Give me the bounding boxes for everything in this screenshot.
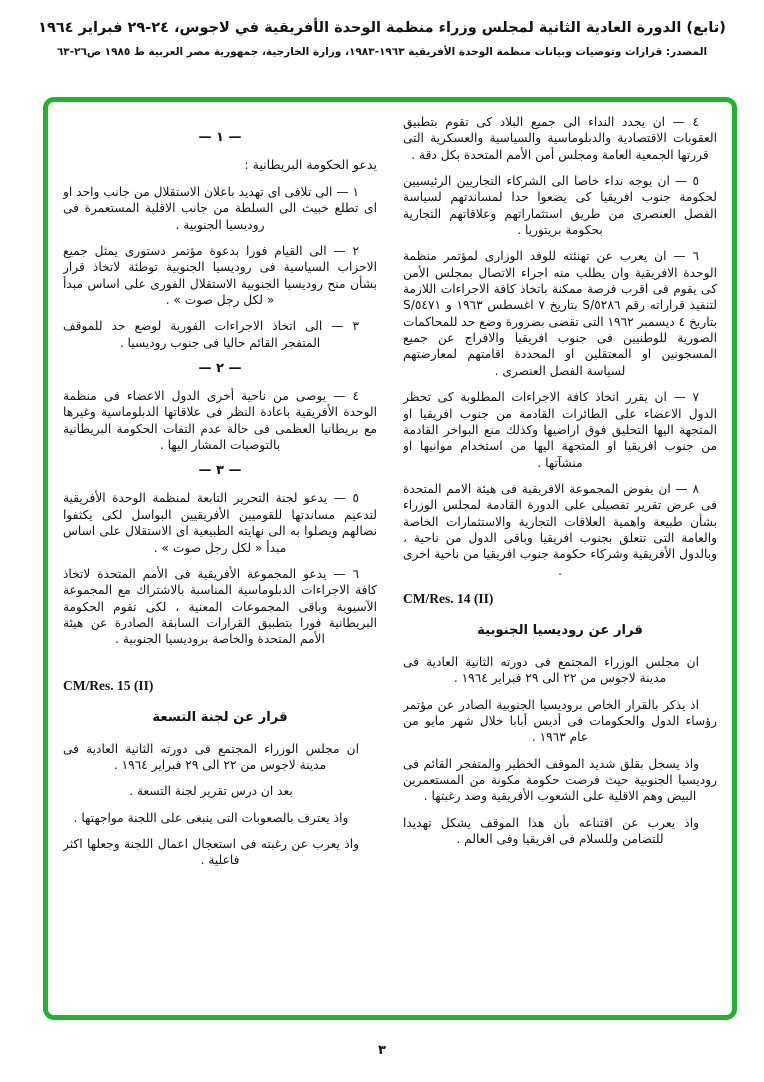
paragraph-item-2: ٢ — الى القيام فورا بدعوة مؤتمر دستورى يمثل جميع الاحزاب السياسية فى روديسيا الجنوبية توطئة لاتخاذ قرار بشأن منح روديسيا الجنوبية الاستقلال الفورى على اساس مبدأ « لكل رجل صوت » .: [63, 244, 377, 308]
paragraph-item-5: ٥ — ان يوجه نداء خاصا الى الشركاء التجاريين الرئيسيين لحكومة جنوب افريقيا كى يضعوا حدا لمساندتهم لسياسة الفصل العنصرى من طريق استثماراتهم وعلاقاتهم التجارية بحكومة بريتوريا .: [403, 174, 717, 238]
content-frame: [43, 97, 737, 1020]
column-right: [403, 114, 717, 1007]
paragraph: واذ يعترف بالصعوبات التى ينبغى على اللجنة مواجهتها .: [73, 810, 349, 825]
paragraph: اذ يذكر بالقرار الخاص بروديسيا الجنوبية الصادر عن مؤتمر رؤساء الدول والحكومات فى أديس أبابا خلال شهر مايو من عام ١٩٦٣ .: [403, 697, 717, 745]
lead-line-british-government: يدعو الحكومة البريطانية :: [244, 157, 377, 172]
column-left: [63, 114, 377, 1007]
paragraph: ان مجلس الوزراء المجتمع فى دورته الثانية العادية فى مدينة لاجوس من ٢٢ الى ٢٩ فبراير ١٩٦٤ .: [63, 741, 359, 772]
paragraph: واذ يعرب عن رغبته فى استعجال اعمال اللجنة وجعلها اكثر فاعلية .: [63, 836, 359, 868]
resolution-heading-southern-rhodesia: قرار عن روديسيا الجنوبية: [477, 622, 643, 638]
page-number: ٣: [378, 1043, 386, 1058]
resolution-heading-committee-of-nine: قرار عن لجنة التسعة: [152, 709, 288, 725]
paragraph: ان مجلس الوزراء المجتمع فى دورته الثانية العادية فى مدينة لاجوس من ٢٢ الى ٢٩ فبراير ١٩٦٤ .: [403, 654, 699, 686]
paragraph-item-4: ٤ — ان يجدد النداء الى جميع البلاد كى تقوم بتطبيق العقوبات الاقتصادية والدبلوماسية والسياسية والعسكرية التى قررتها الجمعية العامة ومجلس أمن الأمم المتحدة بكل دقة .: [403, 115, 717, 162]
paragraph-item-5: ٥ — يدعو لجنة التحرير التابعة لمنظمة الوحدة الأفريقية لتدعيم مساندتها للقوميين الأفريقيين البواسل لكى يكثفوا نضالهم ويصلوا به الى نهايته الطبيعية اى الاستقلال على اساس مبدأ « لكل رجل صوت » .: [63, 491, 377, 555]
header-title: (تابع) الدورة العادية الثانية لمجلس وزراء منظمة الوحدة الأفريقية في لاجوس، ٢٤-٢٩ فبراير ١٩٦٤: [38, 20, 726, 36]
paragraph-item-7: ٧ — ان يقرر اتخاذ كافة الاجراءات المطلوبة كى تحظر الدول الاعضاء على الطائرات القادمة من جنوب افريقيا او المتجهة اليها التحليق فوق اراضيها وكذلك منع البواخر القادمة من جنوب افريقيا او المتجهة اليها من استخدام موانيها او منشآتها .: [403, 390, 717, 470]
paragraph-item-3: ٣ — الى اتخاذ الاجراءات الفورية لوضع حد للموقف المتفجر القائم حاليا فى جنوب روديسيا .: [63, 319, 359, 350]
paragraph-item-6: ٦ — يدعو المجموعة الأفريقية فى الأمم المتحدة لاتخاذ كافة الاجراءات الدبلوماسية المناسبة بالاشتراك مع المجموعة الآسيوية وباقى المجموعات المعنية ، لكى تقوم الحكومة البريطانية فورا بتطبيق القرارات السابقة الصادرة عن هيئة الأمم المتحدة والخاصة بروديسيا الجنوبية .: [63, 566, 377, 647]
resolution-code-cm-res-15: CM/Res. 15 (II): [63, 677, 154, 693]
paragraph-item-4: ٤ — يوصى من ناحية أخرى الدول الاعضاء فى منظمة الوحدة الأفريقية باعادة النظر فى علاقاتها الدبلوماسية وغيرها مع بريطانيا العظمى فى حالة عدم التفات الحكومة البريطانية بالتوصيات المشار اليها .: [63, 389, 377, 453]
section-marker-1: — ١ —: [198, 130, 242, 145]
paragraph: واذ يسجل بقلق شديد الموقف الخطير والمتفجر القائم فى روديسيا الجنوبية حيث فرضت حكومة مكونة من المستعمرين البيض وهم الاقلية على الشعوب الأفريقية وضد رغبتها .: [403, 756, 717, 804]
paragraph-item-8: ٨ — ان يفوض المجموعة الافريقية فى هيئة الامم المتحدة فى عرض تقرير تفصيلى على الدورة القادمة لمجلس الوزراء بشأن طبيعة واهمية العلاقات التجارية والاستثمارات الخاصة والعامة التى تتعلق بجنوب افريقيا وباقى الدول من ناحية ، وبالدول الأفريقية وشركاء حكومة جنوب افريقيا من ناحية اخرى .: [403, 481, 717, 578]
section-marker-3: — ٣ —: [198, 463, 242, 479]
paragraph-item-1: ١ — الى تلافى اى تهديد باعلان الاستقلال من جانب واحد او اى تطلع خبيث الى السلطة من جانب الاقلية المستعمرة فى روديسيا الجنوبية .: [63, 185, 377, 232]
paragraph: بعد ان درس تقرير لجنة التسعة .: [129, 784, 293, 799]
paragraph: واذ يعرب عن اقتناعه بأن هذا الموقف يشكل تهديدا للتضامن وللسلام فى افريقيا وفى العالم .: [403, 815, 699, 847]
paragraph-item-6: ٦ — ان يعرب عن تهنئته للوفد الوزارى لمؤتمر منظمة الوحدة الافريقية وان يطلب منه اجراء الاتصال بمجلس الأمن كى يقوم فى اقرب فرصة ممكنة باتخاذ كافة الاجراءات اللازمة لتنفيذ قراراته رقم ٥٢٨٦/S بتاريخ ٧ اغسطس ١٩٦٣ و ٥٤٧١/S بتاريخ ٤ ديسمبر ١٩٦٢ التى تقضى بضرورة وضع حد للمحاكمات الصورية للوطنيين فى جنوب افريقيا والافراج عن جميع المسجونين او المعتقلين او المحددة اقامتهم لمعارضتهم لسياسة الفصل العنصرى .: [403, 249, 717, 378]
resolution-code-cm-res-14: CM/Res. 14 (II): [403, 590, 494, 606]
two-column-layout: [63, 114, 717, 1007]
section-marker-2: — ٢ —: [198, 361, 242, 377]
page-header: [20, 20, 744, 58]
header-source-line: المصدر: قرارات وتوصيات وبيانات منظمة الوحدة الأفريقية ١٩٦٣-١٩٨٣، وزارة الخارجية، جمهورية مصر العربية ط ١٩٨٥ ص٢٦-٦٣: [56, 46, 708, 58]
